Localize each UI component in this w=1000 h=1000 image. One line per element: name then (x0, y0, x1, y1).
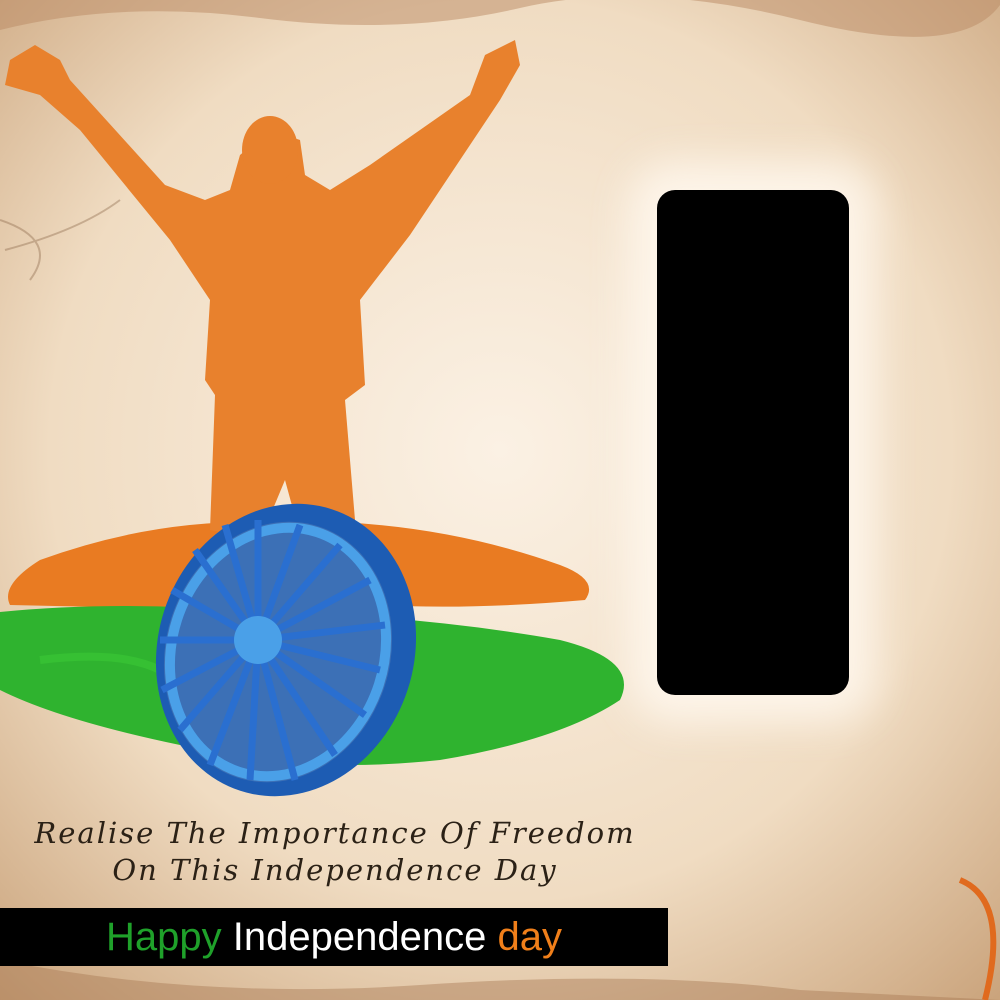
banner-word-happy: Happy (106, 914, 222, 959)
banner-word-day: day (497, 914, 562, 959)
tagline-line-1: Realise The Importance Of Freedom (34, 816, 636, 850)
freedom-tagline (0, 815, 670, 889)
greeting-banner (0, 908, 668, 966)
ashoka-chakra-icon (119, 470, 454, 831)
tagline-line-2: On This Independence Day (112, 853, 558, 887)
banner-word-independence: Independence (232, 914, 487, 959)
celebrating-person-silhouette (5, 40, 520, 540)
